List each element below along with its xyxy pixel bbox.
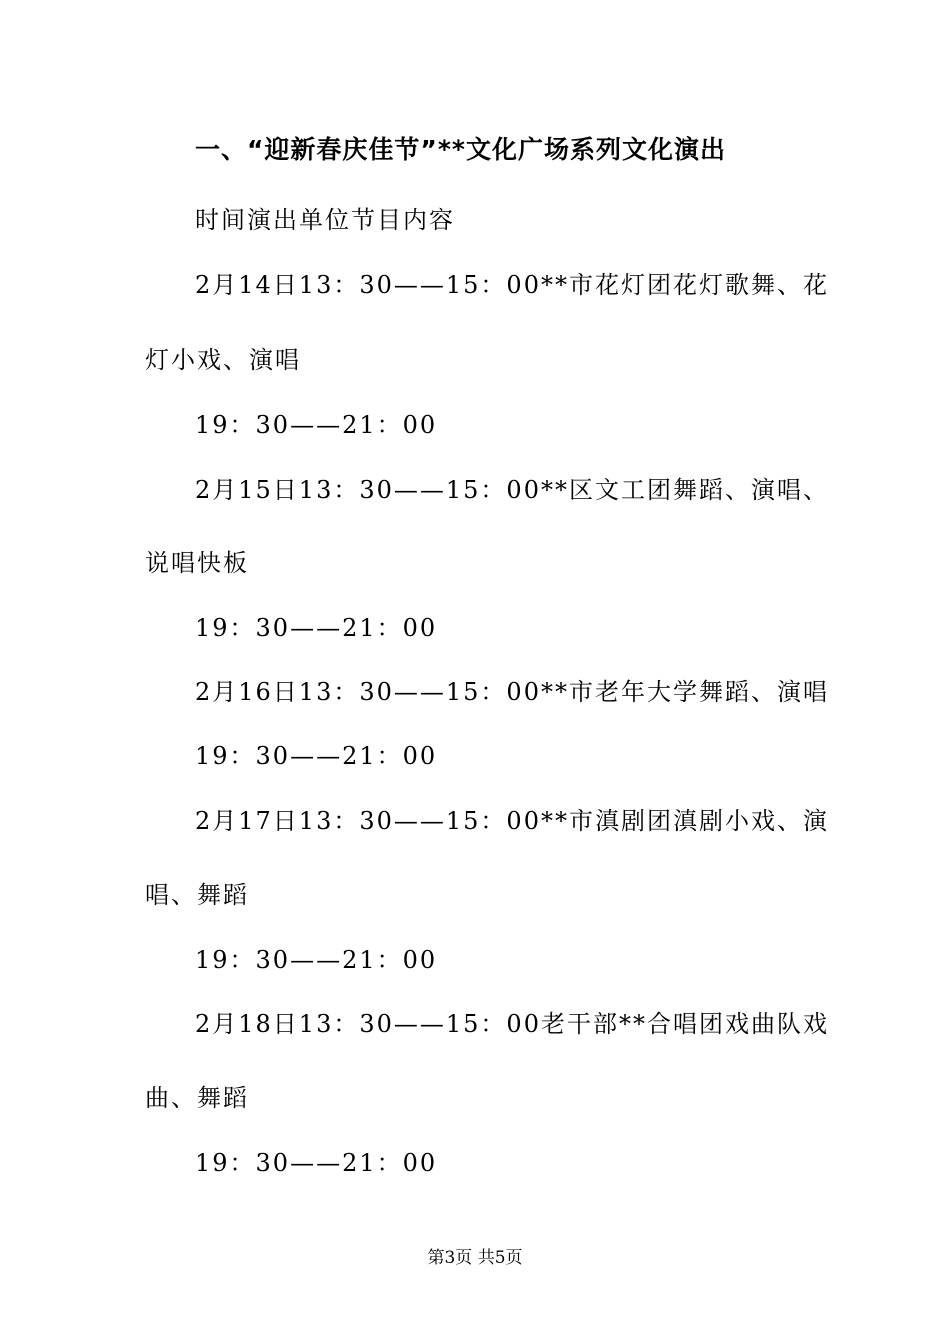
schedule-line: 19：30——21：00 <box>195 614 438 642</box>
schedule-line-continuation: 说唱快板 <box>145 549 249 577</box>
schedule-line: 19：30——21：00 <box>195 1149 438 1177</box>
table-header-line: 时间演出单位节目内容 <box>195 206 455 234</box>
section-heading: 一、“迎新春庆佳节”**文化广场系列文化演出 <box>195 135 727 164</box>
schedule-line-continuation: 灯小戏、演唱 <box>145 346 301 374</box>
schedule-line: 19：30——21：00 <box>195 742 438 770</box>
schedule-line: 2月17日13：30——15：00**市滇剧团滇剧小戏、演 <box>195 807 829 835</box>
schedule-line: 2月16日13：30——15：00**市老年大学舞蹈、演唱 <box>195 678 829 706</box>
schedule-line: 19：30——21：00 <box>195 946 438 974</box>
schedule-line-continuation: 曲、舞蹈 <box>145 1084 249 1112</box>
page-footer: 第3页 共5页 <box>427 1248 523 1268</box>
schedule-line: 2月14日13：30——15：00**市花灯团花灯歌舞、花 <box>195 271 829 299</box>
schedule-line-continuation: 唱、舞蹈 <box>145 881 249 909</box>
schedule-line: 19：30——21：00 <box>195 411 438 439</box>
schedule-line: 2月15日13：30——15：00**区文工团舞蹈、演唱、 <box>195 476 829 504</box>
schedule-line: 2月18日13：30——15：00老干部**合唱团戏曲队戏 <box>195 1010 829 1038</box>
